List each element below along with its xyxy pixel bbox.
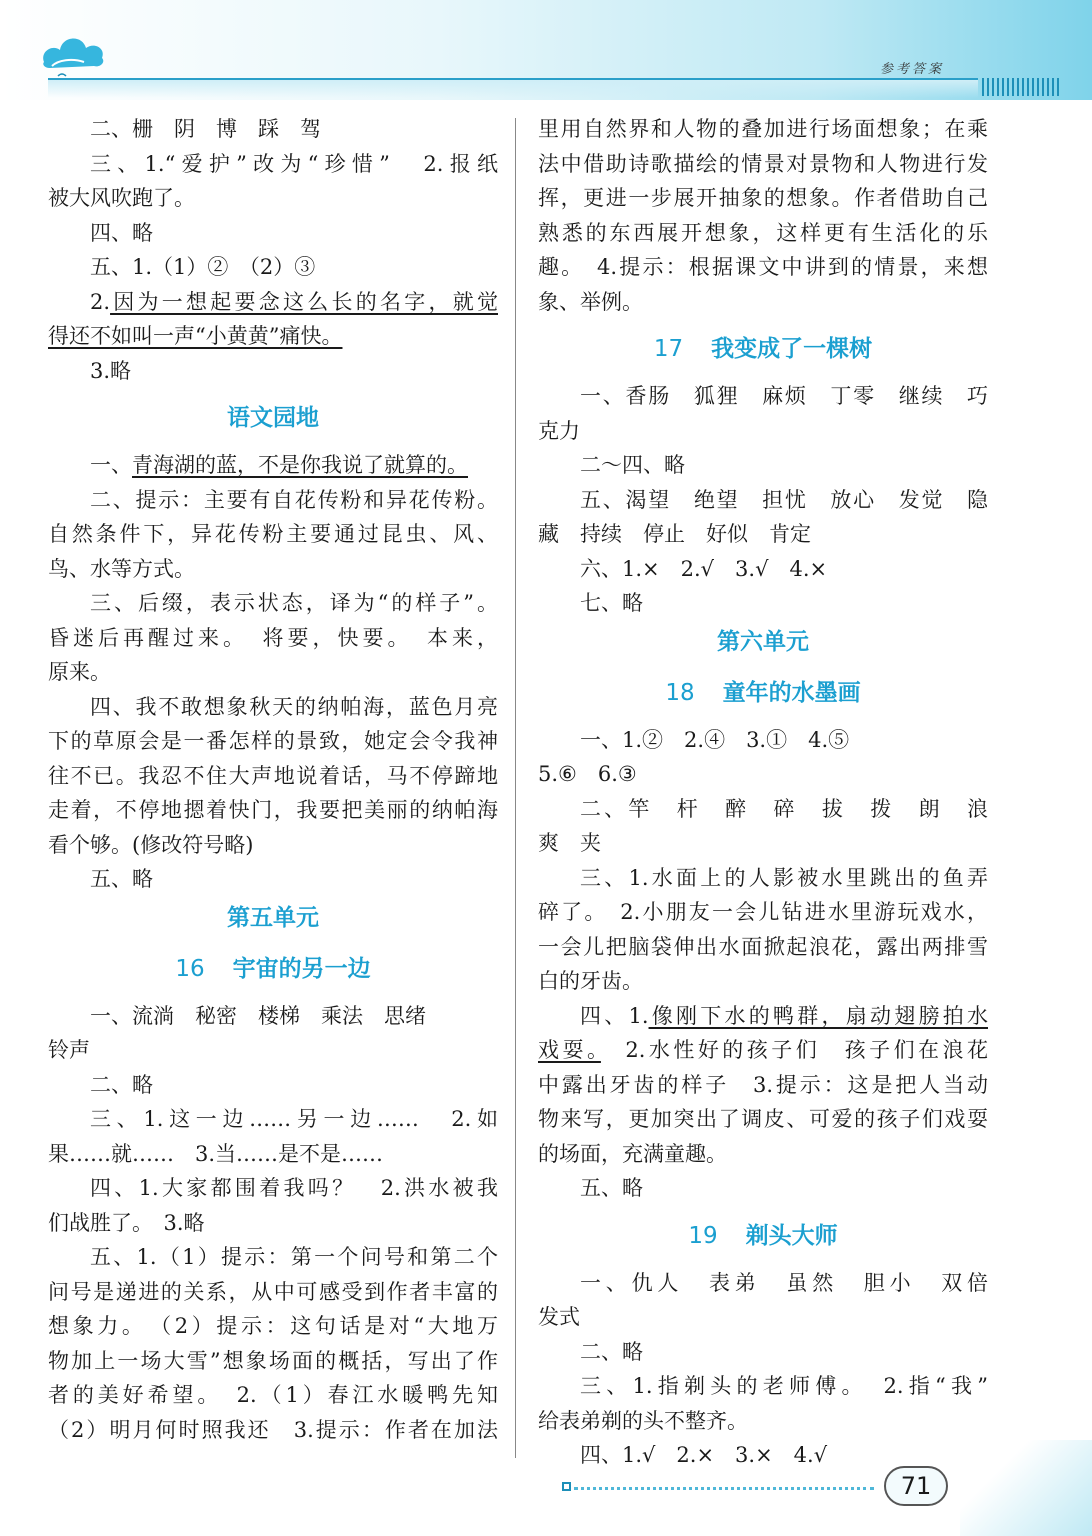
answer-line — [48, 448, 498, 483]
underlined-answer: 青海湖的蓝，不是你我说了就算的。 — [132, 453, 468, 477]
header-fade — [48, 80, 978, 98]
header-label: 参考答案 — [880, 62, 945, 77]
answer-line: 二、竿 杆 醉 碎 拔 拨 朗 浪 — [580, 796, 988, 821]
answer-line: 趣。 4.提示：根据课文中讲到的情景，来想 — [538, 255, 988, 279]
answer-line: 被大风吹跑了。 — [48, 186, 195, 210]
answer-line: 二、栅 阴 博 踩 驾 — [90, 117, 321, 141]
answer-line: 鸟、水等方式。 — [48, 556, 195, 581]
answer-line: 二、略 — [580, 1339, 643, 1364]
answer-line: 三、后缀，表示状态，译为“的样子”。 — [90, 591, 498, 615]
underlined-answer: 得还不如叫一声“小黄黄”痛快。 — [48, 324, 343, 348]
answer-text: 2.水性好的孩子们 孩子们在浪花 — [600, 1038, 989, 1062]
answer-line: 者的美好希望。 2.（1）春江水暖鸭先知 — [48, 1383, 498, 1407]
answer-line: 白的牙齿。 — [538, 969, 643, 993]
answer-line: 铃声 — [48, 1038, 90, 1062]
answer-line: 自然条件下，异花传粉主要通过昆虫、风、 — [48, 522, 498, 546]
answer-line: 碎了。 2.小朋友一会儿钻进水里游玩戏水， — [538, 900, 988, 924]
answer-line: 原来。 — [48, 660, 111, 684]
lesson-number: 17 — [653, 336, 684, 362]
lesson-heading — [538, 1206, 988, 1266]
answer-number: 2. — [90, 289, 111, 314]
cloud-logo-icon — [38, 22, 110, 80]
answer-line: 果……就…… 3.当……是不是…… — [48, 1141, 384, 1166]
unit-heading: 第五单元 — [227, 904, 319, 931]
answer-line: 物来写，更加突出了调皮、可爱的孩子们戏耍 — [538, 1107, 988, 1131]
section-heading: 语文园地 — [227, 405, 319, 431]
answer-line: （2）明月何时照我还 3.提示：作者在加法 — [48, 1417, 498, 1442]
answer-line: 下的草原会是一番怎样的景致，她定会令我神 — [48, 729, 498, 753]
answer-line: 5.⑥ 6.③ — [538, 762, 637, 786]
answer-line: 一、仇人 表弟 虽然 胆小 双倍 — [580, 1270, 988, 1295]
underlined-answer: 因为一想起要念这么长的名字，就觉 — [110, 289, 498, 314]
page-number: 71 — [884, 1466, 948, 1506]
header-rule — [48, 78, 978, 80]
answer-line: 二～四、略 — [580, 453, 685, 477]
answer-line: 看个够。(修改符号略) — [48, 832, 254, 857]
answer-line: 藏 持续 停止 好似 肯定 — [538, 522, 811, 546]
answer-line: 克力 — [538, 418, 580, 443]
answer-line — [538, 999, 988, 1034]
lesson-title: 童年的水墨画 — [722, 679, 861, 706]
answer-line: 四、略 — [90, 220, 153, 245]
underlined-answer: 像刚下水的鸭群，扇动翅膀拍水 — [648, 1003, 988, 1028]
lesson-heading — [538, 319, 988, 379]
answer-line: 四、我不敢想象秋天的纳帕海，蓝色月亮 — [90, 694, 498, 719]
lesson-heading — [48, 939, 498, 999]
lesson-title: 我变成了一棵树 — [711, 336, 873, 362]
answer-line: 一、流淌 秘密 楼梯 乘法 思绪 — [90, 1003, 426, 1028]
answer-line: 二、略 — [90, 1072, 153, 1097]
lesson-number: 16 — [175, 955, 205, 982]
answer-line: 三、1.“爱护”改为“珍惜” 2.报纸 — [90, 151, 498, 176]
answer-line: 的场面，充满童趣。 — [538, 1141, 727, 1166]
answer-line: 们战胜了。 3.略 — [48, 1210, 205, 1235]
answer-line: 三、1.水面上的人影被水里跳出的鱼弄 — [580, 865, 988, 890]
lesson-heading — [538, 663, 988, 723]
header-barcode-decoration — [982, 78, 1060, 96]
answer-line — [48, 285, 498, 320]
answer-line: 五、1.（1）提示：第一个问号和第二个 — [90, 1245, 498, 1269]
answer-line: 三、1.这一边……另一边…… 2.如 — [90, 1107, 498, 1131]
answer-line: 往不已。我忍不住大声地说着话，马不停蹄地 — [48, 763, 498, 788]
unit-heading: 第六单元 — [717, 628, 809, 655]
lesson-title: 剃头大师 — [745, 1222, 838, 1249]
answer-line: 爽 夹 — [538, 831, 601, 855]
answer-line: 二、提示：主要有自花传粉和异花传粉。 — [90, 487, 498, 512]
answer-line: 想象力。 （2）提示：这句话是对“大地万 — [48, 1314, 498, 1338]
answer-line: 五、略 — [580, 1176, 643, 1200]
lesson-number: 18 — [665, 679, 695, 706]
lesson-number: 19 — [688, 1222, 718, 1249]
answer-line: 一会儿把脑袋伸出水面掀起浪花，露出两排雪 — [538, 934, 988, 959]
corner-decoration — [960, 1440, 1092, 1536]
answer-line: 发式 — [538, 1305, 580, 1329]
answer-line: 3.略 — [90, 358, 132, 383]
answer-line: 七、略 — [580, 591, 643, 615]
answer-number: 四、1. — [580, 1003, 649, 1028]
answer-line: 问号是递进的关系，从中可感受到作者丰富的 — [48, 1279, 498, 1304]
answer-line: 里用自然界和人物的叠加进行场面想象；在乘 — [538, 117, 988, 141]
footer-square-icon — [562, 1482, 571, 1491]
answer-line: 四、1.大家都围着我吗？ 2.洪水被我 — [90, 1176, 498, 1200]
answer-line: 四、1.√ 2.× 3.× 4.√ — [580, 1443, 828, 1467]
answer-line: 五、略 — [90, 867, 153, 891]
answer-number: 一、 — [90, 453, 132, 477]
answer-line: 六、1.× 2.√ 3.√ 4.× — [580, 556, 828, 581]
underlined-answer: 戏耍。 — [538, 1038, 601, 1062]
answer-line: 一、1.② 2.④ 3.① 4.⑤ — [580, 727, 850, 752]
answer-line: 一、香肠 狐狸 麻烦 丁零 继续 巧 — [580, 384, 988, 408]
answer-line: 挥，更进一步展开抽象的想象。作者借助自己 — [538, 186, 988, 210]
answer-line: 给表弟剃的头不整齐。 — [538, 1408, 748, 1433]
column-divider — [515, 118, 516, 1458]
answer-line: 昏迷后再醒过来。 将要，快要。 本来， — [48, 625, 498, 650]
answer-line: 中露出牙齿的样子 3.提示：这是把人当动 — [538, 1072, 988, 1097]
answer-line: 走着，不停地摁着快门，我要把美丽的纳帕海 — [48, 798, 498, 822]
answer-line — [538, 1033, 988, 1068]
answer-line — [48, 319, 498, 354]
answer-line: 熟悉的东西展开想象，这样更有生活化的乐 — [538, 220, 988, 245]
left-column — [48, 112, 498, 1447]
answer-line: 五、1.（1）② （2）③ — [90, 255, 316, 279]
answer-line: 物加上一场大雪”想象场面的概括，写出了作 — [48, 1348, 498, 1373]
footer-dotted-rule — [574, 1487, 874, 1492]
answer-line: 象、举例。 — [538, 289, 643, 314]
answer-line: 五、渴望 绝望 担忧 放心 发觉 隐 — [580, 487, 988, 512]
answer-line: 法中借助诗歌描绘的情景对景物和人物进行发 — [538, 151, 988, 176]
answer-line: 三、1.指剃头的老师傅。 2.指“我” — [580, 1374, 988, 1398]
right-column — [538, 112, 988, 1473]
lesson-title: 宇宙的另一边 — [232, 955, 371, 982]
